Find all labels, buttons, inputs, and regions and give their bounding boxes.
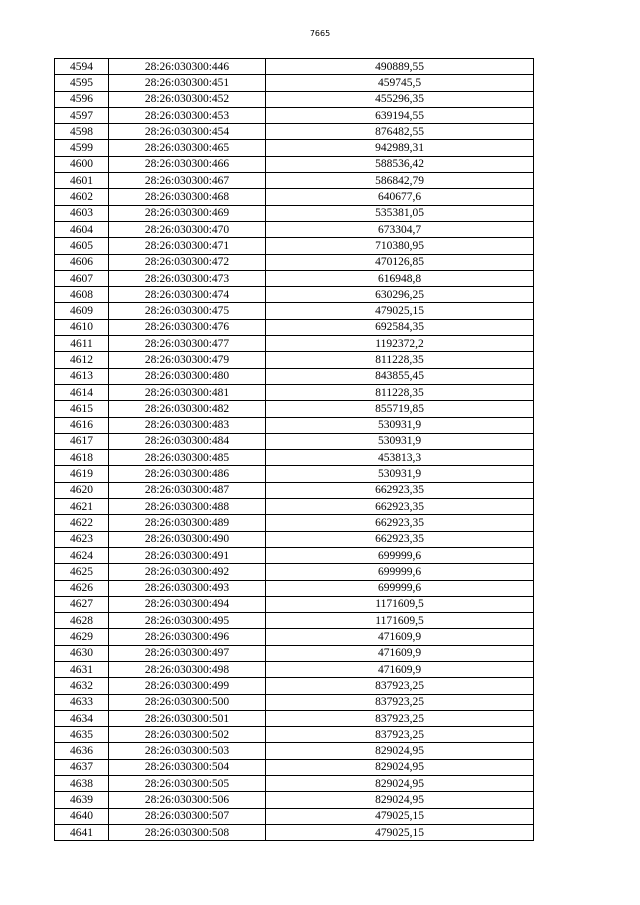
- cadastral-number-cell: 28:26:030300:466: [109, 156, 266, 172]
- cadastral-number-cell: 28:26:030300:494: [109, 596, 266, 612]
- cadastral-value-cell: 530931,9: [266, 466, 534, 482]
- cadastral-value-cell: 586842,79: [266, 173, 534, 189]
- row-number-cell: 4617: [55, 433, 109, 449]
- row-number-cell: 4626: [55, 580, 109, 596]
- cadastral-number-cell: 28:26:030300:471: [109, 238, 266, 254]
- cadastral-value-cell: 673304,7: [266, 221, 534, 237]
- row-number-cell: 4622: [55, 515, 109, 531]
- table-row: [55, 580, 534, 596]
- table-row: [55, 727, 534, 743]
- cadastral-value-cell: 471609,9: [266, 661, 534, 677]
- table-row: [55, 352, 534, 368]
- row-number-cell: 4619: [55, 466, 109, 482]
- row-number-cell: 4610: [55, 319, 109, 335]
- cadastral-number-cell: 28:26:030300:491: [109, 547, 266, 563]
- cadastral-number-cell: 28:26:030300:482: [109, 401, 266, 417]
- cadastral-value-cell: 837923,25: [266, 678, 534, 694]
- cadastral-value-cell: 710380,95: [266, 238, 534, 254]
- row-number-cell: 4635: [55, 727, 109, 743]
- cadastral-value-cell: 843855,45: [266, 368, 534, 384]
- cadastral-number-cell: 28:26:030300:506: [109, 792, 266, 808]
- cadastral-value-cell: 811228,35: [266, 384, 534, 400]
- cadastral-value-cell: 459745,5: [266, 75, 534, 91]
- cadastral-value-cell: 699999,6: [266, 580, 534, 596]
- table-row: [55, 221, 534, 237]
- cadastral-number-cell: 28:26:030300:507: [109, 808, 266, 824]
- row-number-cell: 4604: [55, 221, 109, 237]
- table-row: [55, 107, 534, 123]
- cadastral-value-cell: 811228,35: [266, 352, 534, 368]
- cadastral-value-cell: 829024,95: [266, 776, 534, 792]
- cadastral-value-cell: 662923,35: [266, 531, 534, 547]
- cadastral-number-cell: 28:26:030300:489: [109, 515, 266, 531]
- row-number-cell: 4630: [55, 645, 109, 661]
- cadastral-value-cell: 479025,15: [266, 808, 534, 824]
- cadastral-value-cell: 662923,35: [266, 499, 534, 515]
- table-row: [55, 564, 534, 580]
- cadastral-value-cell: 662923,35: [266, 515, 534, 531]
- cadastral-number-cell: 28:26:030300:476: [109, 319, 266, 335]
- row-number-cell: 4603: [55, 205, 109, 221]
- cadastral-value-cell: 471609,9: [266, 629, 534, 645]
- row-number-cell: 4615: [55, 401, 109, 417]
- row-number-cell: 4605: [55, 238, 109, 254]
- table-row: [55, 466, 534, 482]
- page-number: 7665: [309, 29, 331, 38]
- row-number-cell: 4629: [55, 629, 109, 645]
- cadastral-number-cell: 28:26:030300:470: [109, 221, 266, 237]
- row-number-cell: 4624: [55, 547, 109, 563]
- cadastral-value-cell: 1171609,5: [266, 613, 534, 629]
- row-number-cell: 4638: [55, 776, 109, 792]
- cadastral-number-cell: 28:26:030300:465: [109, 140, 266, 156]
- cadastral-number-cell: 28:26:030300:495: [109, 613, 266, 629]
- cadastral-number-cell: 28:26:030300:502: [109, 727, 266, 743]
- row-number-cell: 4637: [55, 759, 109, 775]
- table-row: [55, 824, 534, 840]
- cadastral-number-cell: 28:26:030300:474: [109, 287, 266, 303]
- cadastral-number-cell: 28:26:030300:469: [109, 205, 266, 221]
- row-number-cell: 4616: [55, 417, 109, 433]
- table-row: [55, 661, 534, 677]
- cadastral-number-cell: 28:26:030300:453: [109, 107, 266, 123]
- row-number-cell: 4608: [55, 287, 109, 303]
- table-row: [55, 336, 534, 352]
- table-row: [55, 254, 534, 270]
- row-number-cell: 4595: [55, 75, 109, 91]
- row-number-cell: 4613: [55, 368, 109, 384]
- row-number-cell: 4620: [55, 482, 109, 498]
- row-number-cell: 4602: [55, 189, 109, 205]
- cadastral-value-cell: 490889,55: [266, 59, 534, 75]
- table-row: [55, 140, 534, 156]
- cadastral-value-cell: 1192372,2: [266, 336, 534, 352]
- cadastral-number-cell: 28:26:030300:505: [109, 776, 266, 792]
- table-body: [55, 59, 534, 841]
- row-number-cell: 4623: [55, 531, 109, 547]
- cadastral-number-cell: 28:26:030300:497: [109, 645, 266, 661]
- row-number-cell: 4607: [55, 270, 109, 286]
- cadastral-number-cell: 28:26:030300:501: [109, 710, 266, 726]
- cadastral-value-cell: 479025,15: [266, 824, 534, 840]
- cadastral-value-cell: 588536,42: [266, 156, 534, 172]
- cadastral-number-cell: 28:26:030300:479: [109, 352, 266, 368]
- table-row: [55, 499, 534, 515]
- table-row: [55, 91, 534, 107]
- table-row: [55, 368, 534, 384]
- cadastral-number-cell: 28:26:030300:484: [109, 433, 266, 449]
- table-row: [55, 270, 534, 286]
- cadastral-number-cell: 28:26:030300:481: [109, 384, 266, 400]
- cadastral-number-cell: 28:26:030300:483: [109, 417, 266, 433]
- table-row: [55, 515, 534, 531]
- table-row: [55, 238, 534, 254]
- cadastral-number-cell: 28:26:030300:452: [109, 91, 266, 107]
- table-row: [55, 645, 534, 661]
- cadastral-value-cell: 829024,95: [266, 792, 534, 808]
- row-number-cell: 4621: [55, 499, 109, 515]
- cadastral-number-cell: 28:26:030300:504: [109, 759, 266, 775]
- cadastral-value-table: [54, 58, 534, 841]
- cadastral-value-cell: 640677,6: [266, 189, 534, 205]
- cadastral-value-cell: 455296,35: [266, 91, 534, 107]
- table-row: [55, 710, 534, 726]
- row-number-cell: 4631: [55, 661, 109, 677]
- cadastral-value-cell: 662923,35: [266, 482, 534, 498]
- cadastral-value-cell: 479025,15: [266, 303, 534, 319]
- cadastral-number-cell: 28:26:030300:493: [109, 580, 266, 596]
- row-number-cell: 4633: [55, 694, 109, 710]
- cadastral-number-cell: 28:26:030300:454: [109, 124, 266, 140]
- cadastral-value-cell: 829024,95: [266, 759, 534, 775]
- table-row: [55, 450, 534, 466]
- cadastral-number-cell: 28:26:030300:477: [109, 336, 266, 352]
- table-row: [55, 189, 534, 205]
- cadastral-value-cell: 471609,9: [266, 645, 534, 661]
- cadastral-number-cell: 28:26:030300:500: [109, 694, 266, 710]
- cadastral-number-cell: 28:26:030300:473: [109, 270, 266, 286]
- table-row: [55, 287, 534, 303]
- table-row: [55, 531, 534, 547]
- cadastral-value-cell: 530931,9: [266, 417, 534, 433]
- row-number-cell: 4634: [55, 710, 109, 726]
- cadastral-number-cell: 28:26:030300:490: [109, 531, 266, 547]
- cadastral-value-cell: 837923,25: [266, 694, 534, 710]
- row-number-cell: 4612: [55, 352, 109, 368]
- cadastral-number-cell: 28:26:030300:485: [109, 450, 266, 466]
- cadastral-value-cell: 699999,6: [266, 564, 534, 580]
- row-number-cell: 4625: [55, 564, 109, 580]
- cadastral-number-cell: 28:26:030300:498: [109, 661, 266, 677]
- row-number-cell: 4601: [55, 173, 109, 189]
- table-row: [55, 75, 534, 91]
- table-row: [55, 173, 534, 189]
- cadastral-number-cell: 28:26:030300:486: [109, 466, 266, 482]
- table-row: [55, 629, 534, 645]
- cadastral-number-cell: 28:26:030300:446: [109, 59, 266, 75]
- table-row: [55, 792, 534, 808]
- row-number-cell: 4614: [55, 384, 109, 400]
- cadastral-value-cell: 453813,3: [266, 450, 534, 466]
- table-row: [55, 156, 534, 172]
- cadastral-value-cell: 837923,25: [266, 727, 534, 743]
- row-number-cell: 4609: [55, 303, 109, 319]
- cadastral-number-cell: 28:26:030300:503: [109, 743, 266, 759]
- table-row: [55, 384, 534, 400]
- table-row: [55, 205, 534, 221]
- table-row: [55, 759, 534, 775]
- cadastral-value-cell: 692584,35: [266, 319, 534, 335]
- cadastral-value-cell: 699999,6: [266, 547, 534, 563]
- table-row: [55, 417, 534, 433]
- cadastral-number-cell: 28:26:030300:492: [109, 564, 266, 580]
- table-row: [55, 319, 534, 335]
- row-number-cell: 4618: [55, 450, 109, 466]
- cadastral-value-cell: 942989,31: [266, 140, 534, 156]
- cadastral-value-cell: 1171609,5: [266, 596, 534, 612]
- table-row: [55, 124, 534, 140]
- row-number-cell: 4598: [55, 124, 109, 140]
- row-number-cell: 4639: [55, 792, 109, 808]
- cadastral-number-cell: 28:26:030300:496: [109, 629, 266, 645]
- cadastral-number-cell: 28:26:030300:480: [109, 368, 266, 384]
- row-number-cell: 4594: [55, 59, 109, 75]
- cadastral-value-cell: 530931,9: [266, 433, 534, 449]
- cadastral-number-cell: 28:26:030300:508: [109, 824, 266, 840]
- row-number-cell: 4641: [55, 824, 109, 840]
- cadastral-value-cell: 639194,55: [266, 107, 534, 123]
- row-number-cell: 4600: [55, 156, 109, 172]
- table-row: [55, 401, 534, 417]
- cadastral-number-cell: 28:26:030300:451: [109, 75, 266, 91]
- row-number-cell: 4611: [55, 336, 109, 352]
- row-number-cell: 4606: [55, 254, 109, 270]
- cadastral-number-cell: 28:26:030300:487: [109, 482, 266, 498]
- cadastral-value-cell: 470126,85: [266, 254, 534, 270]
- table-row: [55, 59, 534, 75]
- cadastral-value-cell: 535381,05: [266, 205, 534, 221]
- table-row: [55, 808, 534, 824]
- table-row: [55, 694, 534, 710]
- cadastral-value-cell: 829024,95: [266, 743, 534, 759]
- cadastral-number-cell: 28:26:030300:467: [109, 173, 266, 189]
- table-row: [55, 613, 534, 629]
- table-row: [55, 482, 534, 498]
- cadastral-value-cell: 876482,55: [266, 124, 534, 140]
- table-row: [55, 303, 534, 319]
- cadastral-number-cell: 28:26:030300:475: [109, 303, 266, 319]
- cadastral-number-cell: 28:26:030300:488: [109, 499, 266, 515]
- cadastral-number-cell: 28:26:030300:468: [109, 189, 266, 205]
- row-number-cell: 4597: [55, 107, 109, 123]
- cadastral-value-cell: 616948,8: [266, 270, 534, 286]
- table-row: [55, 433, 534, 449]
- row-number-cell: 4640: [55, 808, 109, 824]
- table-row: [55, 596, 534, 612]
- cadastral-number-cell: 28:26:030300:472: [109, 254, 266, 270]
- cadastral-value-cell: 837923,25: [266, 710, 534, 726]
- row-number-cell: 4627: [55, 596, 109, 612]
- row-number-cell: 4636: [55, 743, 109, 759]
- table-row: [55, 776, 534, 792]
- table-row: [55, 743, 534, 759]
- table-row: [55, 678, 534, 694]
- row-number-cell: 4628: [55, 613, 109, 629]
- cadastral-value-cell: 630296,25: [266, 287, 534, 303]
- row-number-cell: 4596: [55, 91, 109, 107]
- row-number-cell: 4632: [55, 678, 109, 694]
- row-number-cell: 4599: [55, 140, 109, 156]
- cadastral-value-cell: 855719,85: [266, 401, 534, 417]
- cadastral-number-cell: 28:26:030300:499: [109, 678, 266, 694]
- table-row: [55, 547, 534, 563]
